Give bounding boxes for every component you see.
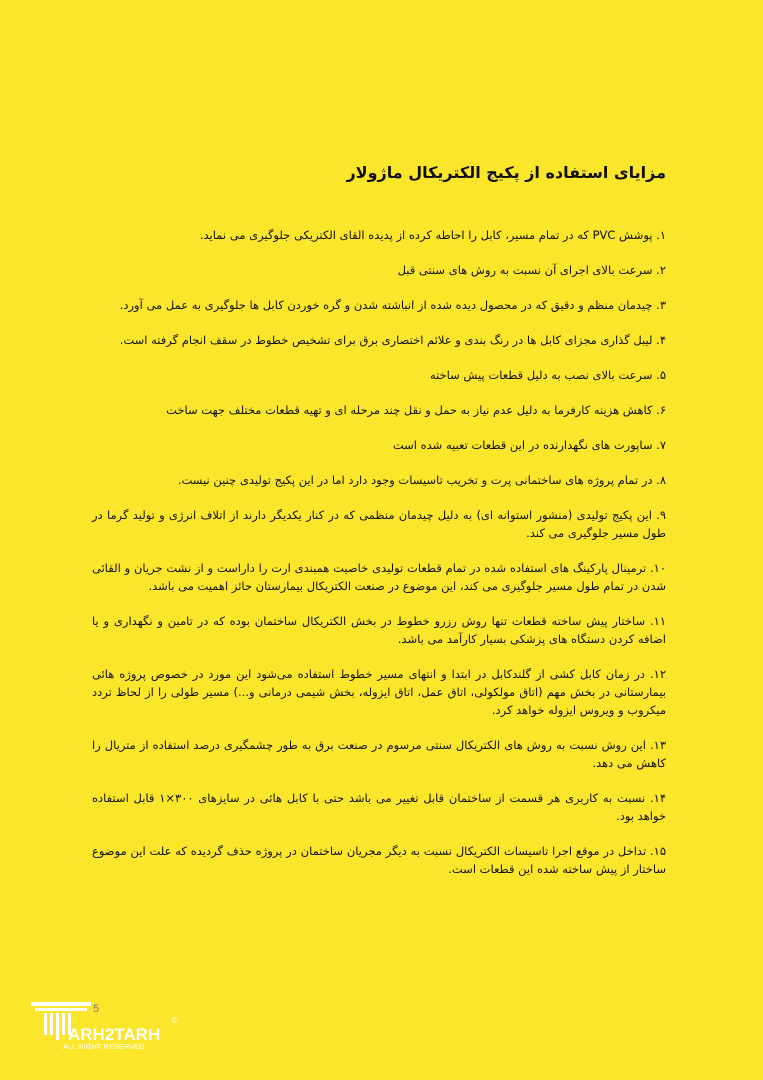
list-item: ۱۰. ترمینال پارکینگ های استفاده شده در تمام قطعات تولیدی خاصیت همبندی ارت را داراست و از نشت جریان و القائی شدن در تمام طول مسیر جلوگیری می کند، این موضوع در صنعت الکتریکال بیمارستان حائز اهمیت می باشد.: [92, 561, 666, 593]
logo-pillar-line: [56, 1013, 59, 1040]
list-item: ۲. سرعت بالای اجرای آن نسبت به روش های سنتی قبل: [397, 263, 666, 277]
logo-subtitle: ALL RIGHT RESERVED: [63, 1042, 145, 1051]
document-body: [92, 160, 666, 895]
benefits-list: [92, 226, 666, 878]
list-item: ۱. پوشش PVC که در تمام مسیر، کابل را احاطه کرده از پدیده القای الکتریکی جلوگیری می نماید.: [199, 228, 666, 242]
list-item: ۱۵. تداخل در موقع اجرا تاسیسات الکتریکال نسبت به دیگر مجریان ساختمان در پروژه حذف گردیده که علت این موضوع ساختار از پیش ساخته شده این قطعات است.: [92, 844, 666, 876]
list-item: ۵. سرعت بالای نصب به دلیل قطعات پیش ساخته: [429, 368, 666, 382]
list-item: ۹. این پکیج تولیدی (منشور استوانه ای) به دلیل چیدمان منظمی که در کنار یکدیگر دارند از اتلاف انرژی و تولید گرما در طول مسیر جلوگیری می کند.: [92, 508, 666, 540]
list-item: ۷. ساپورت های نگهدارنده در این قطعات تعبیه شده است: [392, 438, 666, 452]
page-number: 5: [93, 1003, 100, 1015]
logo-pillar-line: [50, 1013, 53, 1035]
list-item: ۳. چیدمان منظم و دقیق که در محصول دیده شده از انباشته شدن و گره خوردن کابل ها جلوگیری به عمل می آورد.: [119, 298, 666, 312]
list-item: ۱۱. ساختار پیش ساخته قطعات تنها روش رزرو خطوط در بخش الکتریکال ساختمان بوده که در تامین و نگهداری و یا اضافه کردن دستگاه های پزشکی بسیار کارآمد می باشد.: [92, 614, 666, 646]
logo-capital-bar: [31, 1002, 91, 1006]
logo-wordmark: ARH2TARH: [68, 1025, 161, 1044]
list-item: ۴. لیبل گذاری مجزای کابل ها در رنگ بندی و علائم اختصاری برق برای تشخیص خطوط در سقف انجام گرفته است.: [119, 333, 666, 347]
logo-pillar-line: [62, 1013, 65, 1035]
copyright-mark: ©: [172, 1016, 178, 1025]
logo-capital-bar: [35, 1008, 87, 1011]
list-item: ۸. در تمام پروژه های ساختمانی پرت و تخریب تاسیسات وجود دارد اما در این پکیج تولیدی چنین نیست.: [177, 473, 666, 487]
logo-pillar-line: [44, 1013, 47, 1035]
tarh2tarh-logo: [30, 1000, 190, 1055]
document-title: مزایای استفاده از پکیج الکتریکال ماژولار: [346, 163, 666, 182]
list-item: ۶. کاهش هزینه کارفرما به دلیل عدم نیاز به حمل و نقل چند مرحله ای و تهیه قطعات مختلف جهت ساخت: [166, 403, 666, 417]
list-item: ۱۳. این روش نسبت به روش های الکتریکال سنتی مرسوم در صنعت برق به طور چشمگیری درصد استفاده از متریال را کاهش می دهد.: [92, 738, 666, 770]
list-item: ۱۴. نسبت به کاربری هر قسمت از ساختمان قابل تغییر می باشد حتی با کابل هائی در سایزهای ۳۰۰×۱ قابل استفاده خواهد بود.: [92, 791, 666, 823]
list-item: ۱۲. در زمان کابل کشی از گلندکابل در ابتدا و انتهای مسیر خطوط استفاده می‌شود این مورد در خصوص پروژه هائی بیمارستانی در بخش مهم (اتاق مولکولی، اتاق عمل، اتاق ایزوله، بخش شیمی درمانی و...) مسیر طولی را از لحاظ تردد میکروب و ویروس ایزوله خواهد کرد.: [92, 667, 666, 717]
